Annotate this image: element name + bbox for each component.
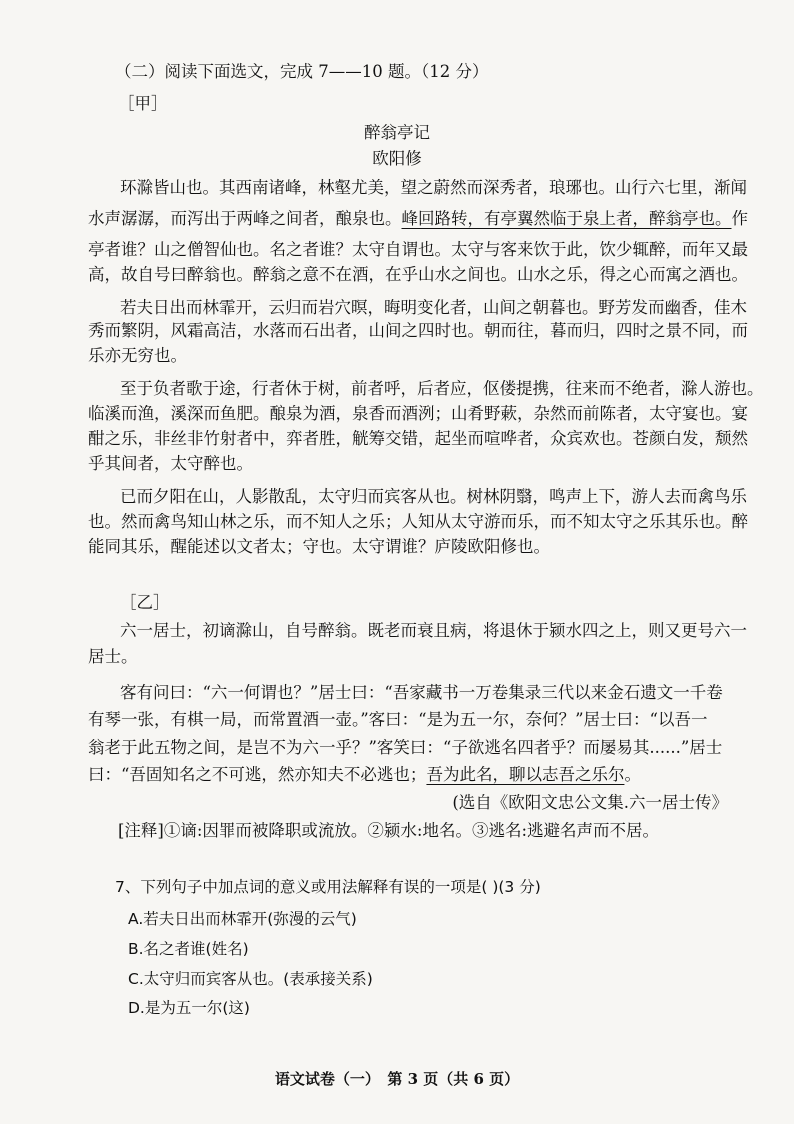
yi-p2-line1: 客有问曰：“六一何谓也？”居士曰：“吾家藏书一万卷集录三代以来金石遗文一千卷 [120, 683, 723, 702]
question-7-option-c: C.太守归而宾客从也。(表承接关系) [128, 970, 373, 988]
question-7-option-a: A.若夫日出而林霏开(弥漫的云气) [128, 910, 357, 928]
yi-p2-line4 [88, 767, 641, 784]
jia-p2-line1: 若夫日出而林霏开，云归而岩穴暝，晦明变化者，山间之朝暮也。野芳发而幽香，佳木 [120, 298, 747, 317]
jia-p2-line3: 乐亦无穷也。 [88, 346, 187, 365]
section-heading: （二）阅读下面选文，完成 7——10 题。（12 分） [115, 62, 489, 81]
jia-p4-line1: 已而夕阳在山，人影散乱，太守归而宾客从也。树林阴翳，鸣声上下，游人去而禽鸟乐 [120, 487, 747, 506]
jia-p1-line1: 环滁皆山也。其西南诸峰，林壑尤美，望之蔚然而深秀者，琅琊也。山行六七里，渐闻 [120, 178, 747, 197]
jia-p3-line2: 临溪而渔，溪深而鱼肥。酿泉为酒，泉香而酒洌；山肴野蔌，杂然而前陈者，太守宴也。宴 [88, 404, 748, 423]
jia-p2-line2: 秀而繁阴，风霜高洁，水落而石出者，山间之四时也。朝而往，暮而归，四时之景不同，而 [88, 321, 748, 340]
yi-p1-line1: 六一居士，初谪滁山，自号醉翁。既老而衰且病，将退休于颍水四之上，则又更号六一 [120, 621, 747, 640]
jia-p1-line4: 高，故自号曰醉翁也。醉翁之意不在酒，在乎山水之间也。山水之乐，得之心而寓之酒也。 [88, 265, 748, 284]
passage-yi-label: ［乙］ [120, 593, 170, 612]
jia-p1-line2-text: 水声潺潺，而泻出于两峰之间者，酿泉也。 [88, 209, 402, 228]
annotations: [注释]①谪:因罪而被降职或流放。②颍水:地名。③逃名:逃避名声而不居。 [118, 821, 660, 840]
yi-p1-line2: 居士。 [88, 647, 138, 666]
yi-p2-line3: 翁老于此五物之间，是岂不为六一乎？”客笑曰：“子欲逃名四者乎？而屡易其......”居士 [88, 738, 723, 757]
question-7-stem: 7、下列句子中加点词的意义或用法解释有误的一项是( )(3 分) [115, 878, 541, 896]
yi-source: (选自《欧阳文忠公文集.六一居士传》 [452, 793, 728, 812]
page-footer: 语文试卷（一） 第 3 页（共 6 页） [274, 1070, 520, 1088]
yi-p2-line4-tail: 。 [624, 765, 641, 784]
yi-p2-line2: 有琴一张，有棋一局，而常置酒一壶。”客曰：“是为五一尔，奈何？”居士曰：“以吾一 [88, 710, 708, 729]
jia-p3-line1: 至于负者歌于途，行者休于树，前者呼，后者应，伛偻提携，往来而不绝者，滁人游也。 [120, 379, 764, 398]
jia-p1-underlined-sentence: 峰回路转，有亭翼然临于泉上者，醉翁亭也。 [401, 209, 732, 228]
jia-p4-line3: 能同其乐，醒能述以文者太；守也。太守谓谁？庐陵欧阳修也。 [88, 537, 550, 556]
question-7-option-b: B.名之者谁(姓名) [128, 940, 249, 958]
passage-jia-label: ［甲］ [118, 94, 168, 113]
jia-p1-line2 [88, 211, 748, 228]
jia-p1-line2-tail: 作 [731, 209, 748, 228]
question-7-option-d: D.是为五一尔(这) [128, 999, 250, 1017]
passage-title: 醉翁亭记 [364, 123, 430, 142]
yi-underlined-sentence: 吾为此名，聊以志吾之乐尔 [426, 765, 625, 784]
jia-p3-line4: 乎其间者，太守醉也。 [88, 454, 253, 473]
yi-p2-line4-text: 曰：“吾固知名之不可逃，然亦知夫不必逃也； [88, 765, 427, 784]
jia-p4-line2: 也。然而禽鸟知山林之乐，而不知人之乐；人知从太守游而乐，而不知太守之乐其乐也。醉 [88, 512, 748, 531]
jia-p1-line3: 亭者谁？山之僧智仙也。名之者谁？太守自谓也。太守与客来饮于此，饮少辄醉，而年又最 [88, 240, 748, 259]
passage-author: 欧阳修 [372, 149, 422, 168]
jia-p3-line3: 酣之乐，非丝非竹射者中，弈者胜，觥筹交错，起坐而喧哗者，众宾欢也。苍颜白发，颓然 [88, 429, 748, 448]
